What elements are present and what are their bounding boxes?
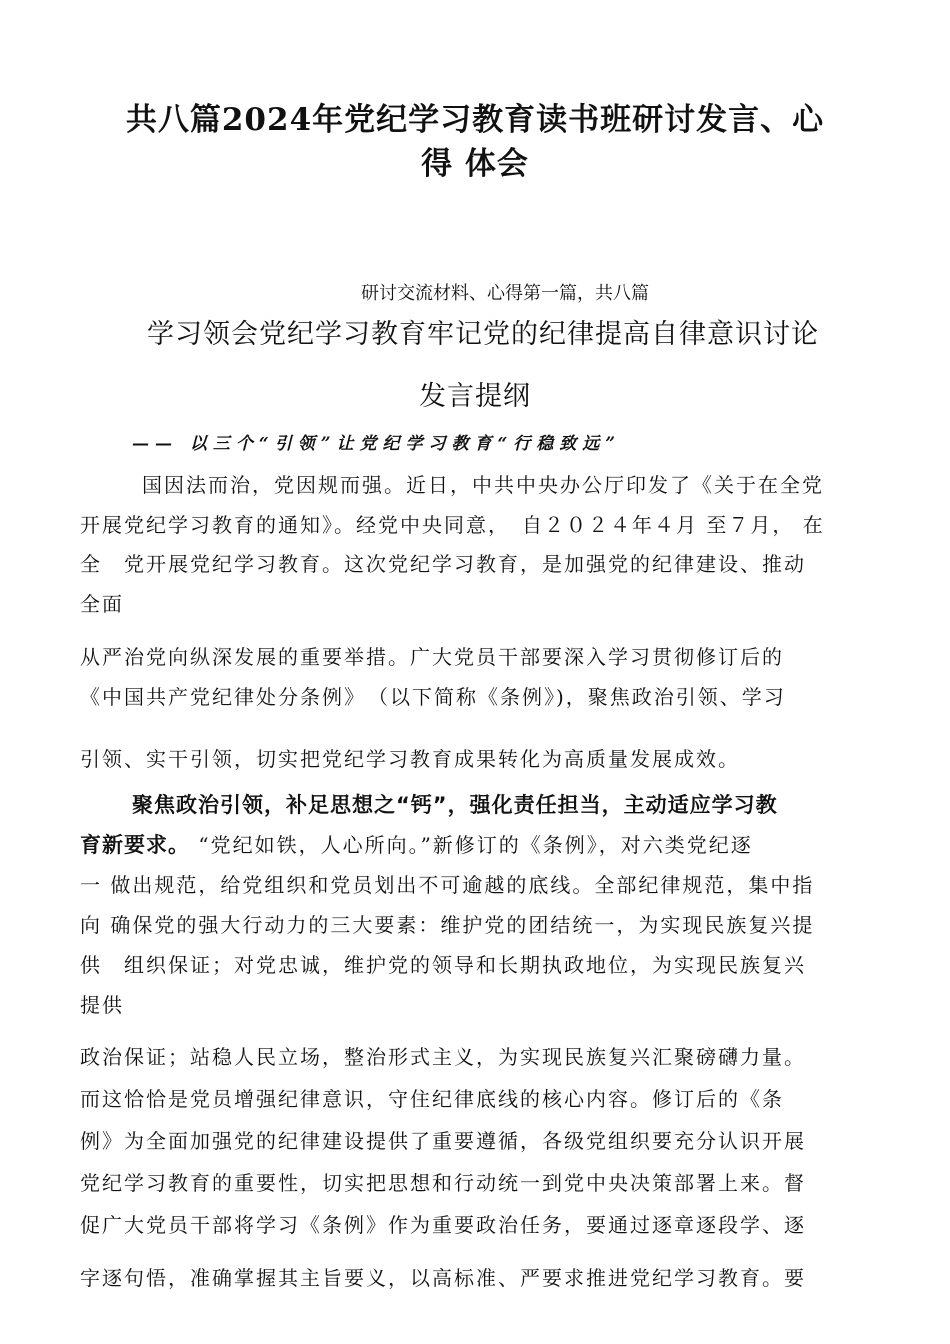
paragraph-2-line: 政治保证；站稳人民立场，整治形式主义，为实现民族复兴汇聚磅礴力量。 xyxy=(80,1045,806,1069)
paragraph-1-line: 全面 xyxy=(80,592,124,616)
article-subtitle: —— 以三个“引领”让党纪学习教育“行稳致远” xyxy=(132,434,622,454)
paragraph-2-line: 例》为全面加强党的纪律建设提供了重要遵循，各级党组织要充分认识开展 xyxy=(80,1129,806,1153)
paragraph-2-line: 党纪学习教育的重要性，切实把思想和行动统一到党中央决策部署上来。督 xyxy=(80,1171,806,1195)
document-title xyxy=(60,98,890,186)
paragraph-2-line: 字逐句悟，准确掌握其主旨要义，以高标准、严要求推进党纪学习教育。要 xyxy=(80,1266,806,1290)
section-label xyxy=(0,282,950,306)
paragraph-2-line: 一 做出规范，给党组织和党员划出不可逾越的底线。全部纪律规范，集中指 xyxy=(80,873,815,897)
paragraph-1-line: 国因法而治，党因规而强。近日，中共中央办公厅印发了《关于在全党 xyxy=(120,473,824,497)
paragraph-1-line: 《中国共产党纪律处分条例》 （以下简称《条例》)，聚焦政治引领、学习 xyxy=(80,685,786,709)
paragraph-1-line: 全 党开展党纪学习教育。这次党纪学习教育，是加强党的纪律建设、推动 xyxy=(80,552,806,576)
paragraph-2-line: 而这恰恰是党员增强纪律意识，守住纪律底线的核心内容。修订后的《条 xyxy=(80,1087,784,1111)
paragraph-2-line: 促广大党员干部将学习《条例》作为重要政治任务，要通过逐章逐段学、逐 xyxy=(80,1213,806,1237)
paragraph-1-line: 从严治党向纵深发展的重要举措。广大党员干部要深入学习贯彻修订后的 xyxy=(80,645,784,669)
paragraph-2-text: “党纪如铁，人心所向。”新修订的《条例》，对六类党纪逐 xyxy=(190,833,753,857)
paragraph-2-heading-end: 育新要求。 xyxy=(80,833,190,857)
paragraph-2-line: 提供 xyxy=(80,993,124,1017)
paragraph-2-heading-line-2 xyxy=(80,831,753,859)
document-title-line-2: 得 体会 xyxy=(421,146,529,182)
paragraph-1-line: 引领、实干引领，切实把党纪学习教育成果转化为高质量发展成效。 xyxy=(80,747,740,771)
section-label-text: 研讨交流材料、心得第一篇，共八篇 xyxy=(361,283,649,304)
paragraph-2-line: 向 确保党的强大行动力的三大要素：维护党的团结统一，为实现民族复兴提 xyxy=(80,913,815,937)
article-title-line-2: 发言提纲 xyxy=(419,381,531,412)
document-title-line-1: 共八篇2024年党纪学习教育读书班研讨发言、心 xyxy=(125,102,825,138)
paragraph-2-heading: 聚焦政治引领，补足思想之“钙”，强化责任担当，主动适应学习教 xyxy=(132,793,778,817)
paragraph-1-line: 开展党纪学习教育的通知》。经党中央同意， 自２０２４年４月 至７月， 在 xyxy=(80,513,825,537)
article-title-line-1: 学习领会党纪学习教育牢记党的纪律提高自律意识讨论 xyxy=(147,319,819,350)
paragraph-2-line: 供 组织保证；对党忠诚，维护党的领导和长期执政地位，为实现民族复兴 xyxy=(80,953,806,977)
